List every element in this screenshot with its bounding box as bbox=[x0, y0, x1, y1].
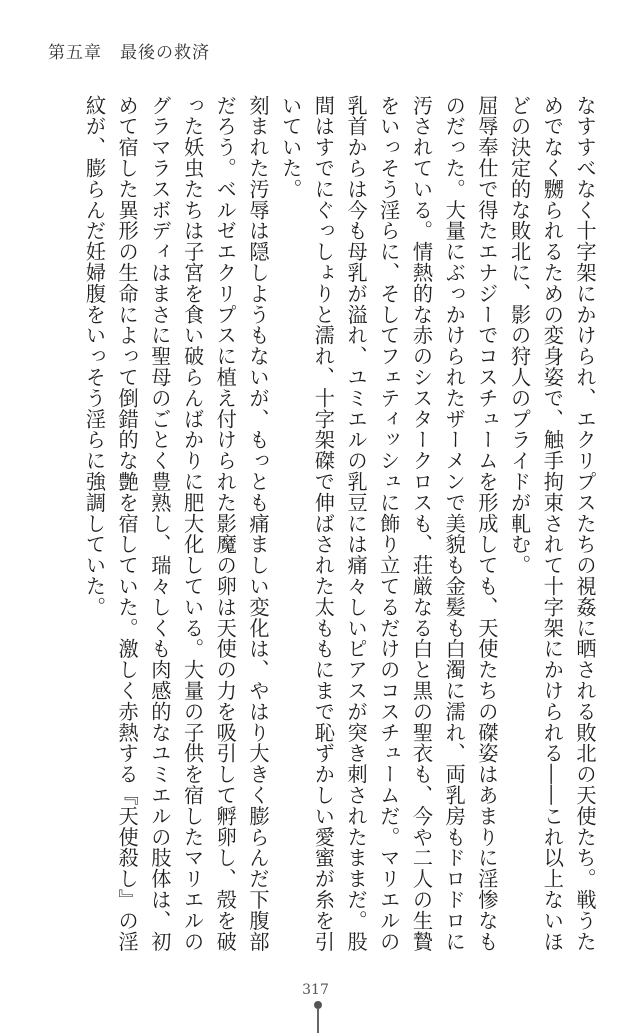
running-head-chapter-title: 第五章 最後の救済 bbox=[48, 43, 210, 63]
paragraph: 屈辱奉仕で得たエナジーでコスチュームを形成しても、天使たちの磔姿はあまりに淫惨なものだった。大量にぶっかけられたザーメンで美貌も金髪も白濁に濡れ、両乳房もドロドロに汚されている。情熱的な赤のシスタークロスも、荘厳なる白と黒の聖衣も、今や二人の生贄をいっそう淫らに、そしてフェティッシュに飾り立てるだけのコスチュームだ。マリエルの乳首からは今も母乳が溢れ、ユミエルの乳豆には痛々しいピアスが突き刺されたままだ。股間はすでにぐっしょりと濡れ、十字架磔で伸ばされた太ももにまで恥ずかしい愛蜜が糸を引いていた。 bbox=[278, 95, 499, 952]
page-number: 317 bbox=[302, 982, 329, 998]
paragraph: なすすべなく十字架にかけられ、エクリプスたちの視姦に晒される敗北の天使たち。戦うためでなく嬲られるための変身姿で、触手拘束されて十字架にかけられる――これ以上ないほどの決定的な敗北に、影の狩人のプライドが軋む。 bbox=[507, 95, 597, 952]
paragraph: 刻まれた汚辱は隠しようもないが、もっとも痛ましい変化は、やはり大きく膨らんだ下腹部だろう。ベルゼエクリプスに植え付けられた影魔の卵は天使の力を吸引して孵卵し、殻を破った妖虫たちは子宮を食い破らんばかりに肥大化している。大量の子供を宿したマリエルのグラマラスボディはまさに聖母のごとく豊熟し、瑞々しくも肉感的なユミエルの肢体は、初めて宿した異形の生命によって倒錯的な艶を宿していた。激しく赤熱する『天使殺し』の淫紋が、膨らんだ妊婦腹をいっそう淫らに強調していた。 bbox=[82, 95, 270, 952]
folio-line-ornament bbox=[317, 1008, 319, 1033]
vertical-body-text bbox=[78, 95, 601, 955]
